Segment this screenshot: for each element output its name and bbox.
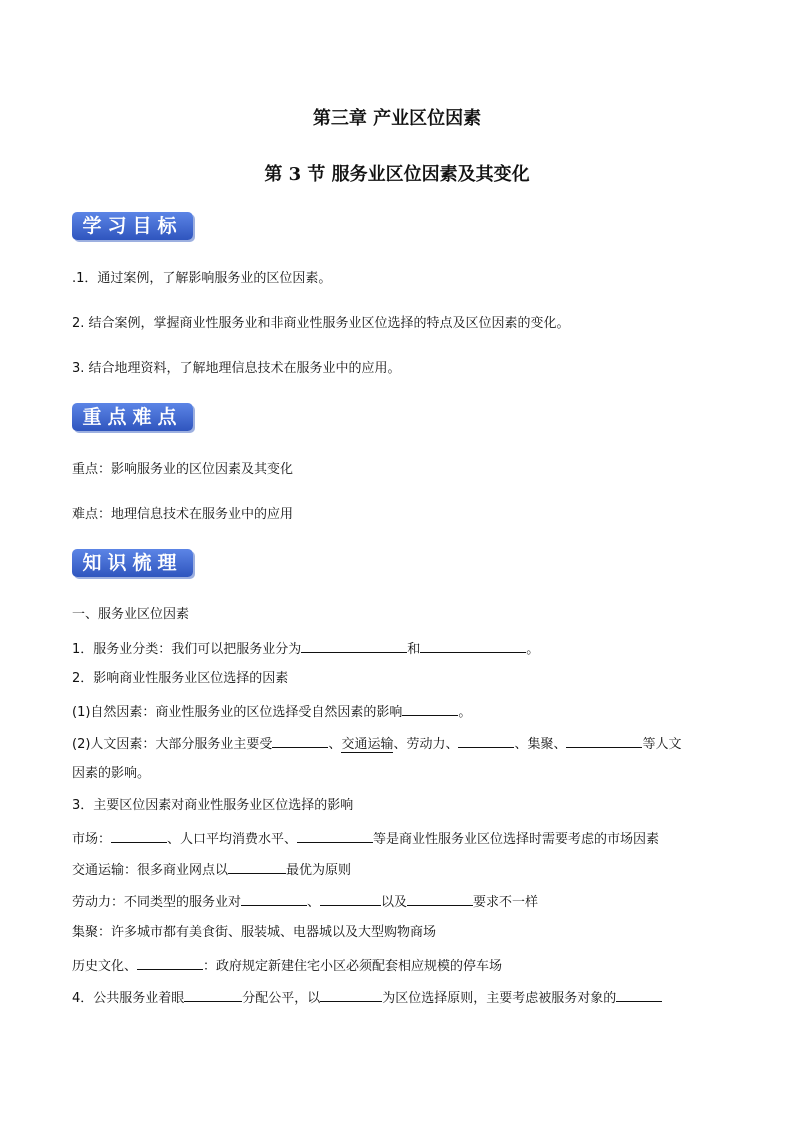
- q2-2-text-a: (2)人文因素：大部分服务业主要受: [72, 737, 273, 752]
- labor-text-b: 、: [307, 895, 321, 910]
- market-text-b: 、人口平均消费水平、: [167, 832, 298, 847]
- objectives-badge: 学习目标: [72, 212, 193, 240]
- key-point-text: 重点：影响服务业的区位因素及其变化: [72, 462, 294, 477]
- answer-blank[interactable]: [320, 987, 382, 1002]
- q2-1-text-a: (1)自然因素：商业性服务业的区位选择受自然因素的影响: [72, 705, 403, 720]
- key-points-badge: 重点难点: [72, 403, 193, 431]
- objective-item-1: .1．通过案例，了解影响服务业的区位因素。: [72, 271, 332, 286]
- transport-line: [72, 859, 351, 881]
- q4-text-a: 4．公共服务业着眼: [72, 991, 185, 1006]
- knowledge-heading: 一、服务业区位因素: [72, 607, 190, 622]
- answer-blank[interactable]: [297, 828, 373, 843]
- answer-blank[interactable]: [402, 701, 458, 716]
- cluster-line: 集聚：许多城市都有美食街、服装城、电器城以及大型购物商场: [72, 925, 437, 940]
- question-2-2-cont: 因素的影响。: [72, 766, 151, 781]
- q4-text-b: 分配公平，以: [242, 991, 321, 1006]
- q1-text-a: 1．服务业分类：我们可以把服务业分为: [72, 642, 302, 657]
- answer-blank[interactable]: [616, 987, 662, 1002]
- question-3: 3．主要区位因素对商业性服务业区位选择的影响: [72, 798, 354, 813]
- objective-item-3: 3. 结合地理资料，了解地理信息技术在服务业中的应用。: [72, 361, 401, 376]
- question-2-2: [72, 733, 682, 755]
- answer-blank[interactable]: [458, 733, 514, 748]
- q2-2-text-b: 、: [328, 737, 342, 752]
- question-2: 2．影响商业性服务业区位选择的因素: [72, 671, 289, 686]
- answer-blank[interactable]: [301, 638, 407, 653]
- knowledge-badge: 知识梳理: [72, 549, 193, 577]
- answer-blank[interactable]: [566, 733, 642, 748]
- labor-text-d: 要求不一样: [473, 895, 539, 910]
- answer-blank[interactable]: [320, 891, 381, 906]
- market-text-c: 等是商业性服务业区位选择时需要考虑的市场因素: [373, 832, 660, 847]
- answer-blank[interactable]: [111, 828, 167, 843]
- history-text-b: ：政府规定新建住宅小区必须配套相应规模的停车场: [203, 959, 503, 974]
- labor-text-c: 以及: [381, 895, 408, 910]
- chapter-title: 第三章 产业区位因素: [312, 108, 482, 129]
- q1-text-b: 和: [407, 642, 421, 657]
- answer-blank[interactable]: [184, 987, 242, 1002]
- answer-blank[interactable]: [407, 891, 473, 906]
- market-line: [72, 828, 659, 850]
- q2-2-text-f: 等人文: [642, 737, 682, 752]
- labor-line: [72, 891, 538, 913]
- history-text-a: 历史文化、: [72, 959, 138, 974]
- transport-text-b: 最优为原则: [286, 863, 352, 878]
- question-4: [72, 987, 662, 1009]
- transport-text-a: 交通运输：很多商业网点以: [72, 863, 229, 878]
- question-2-1: [72, 701, 471, 723]
- q2-2-text-c: 交通运输: [341, 737, 394, 752]
- labor-text-a: 劳动力：不同类型的服务业对: [72, 895, 242, 910]
- objective-item-2: 2. 结合案例，掌握商业性服务业和非商业性服务业区位选择的特点及区位因素的变化。: [72, 316, 570, 331]
- difficult-point-text: 难点：地理信息技术在服务业中的应用: [72, 507, 294, 522]
- question-1: [72, 638, 539, 660]
- q2-1-text-b: 。: [458, 705, 472, 720]
- market-text-a: 市场：: [72, 832, 112, 847]
- answer-blank[interactable]: [228, 859, 286, 874]
- answer-blank[interactable]: [241, 891, 307, 906]
- q2-2-text-e: 、集聚、: [514, 737, 567, 752]
- q4-text-c: 为区位选择原则，主要考虑被服务对象的: [382, 991, 617, 1006]
- section-title: 第 3 节 服务业区位因素及其变化: [264, 164, 530, 185]
- answer-blank[interactable]: [272, 733, 328, 748]
- answer-blank[interactable]: [420, 638, 526, 653]
- q1-text-c: 。: [526, 642, 540, 657]
- q2-2-text-d: 、劳动力、: [393, 737, 459, 752]
- history-line: [72, 955, 502, 977]
- answer-blank[interactable]: [137, 955, 203, 970]
